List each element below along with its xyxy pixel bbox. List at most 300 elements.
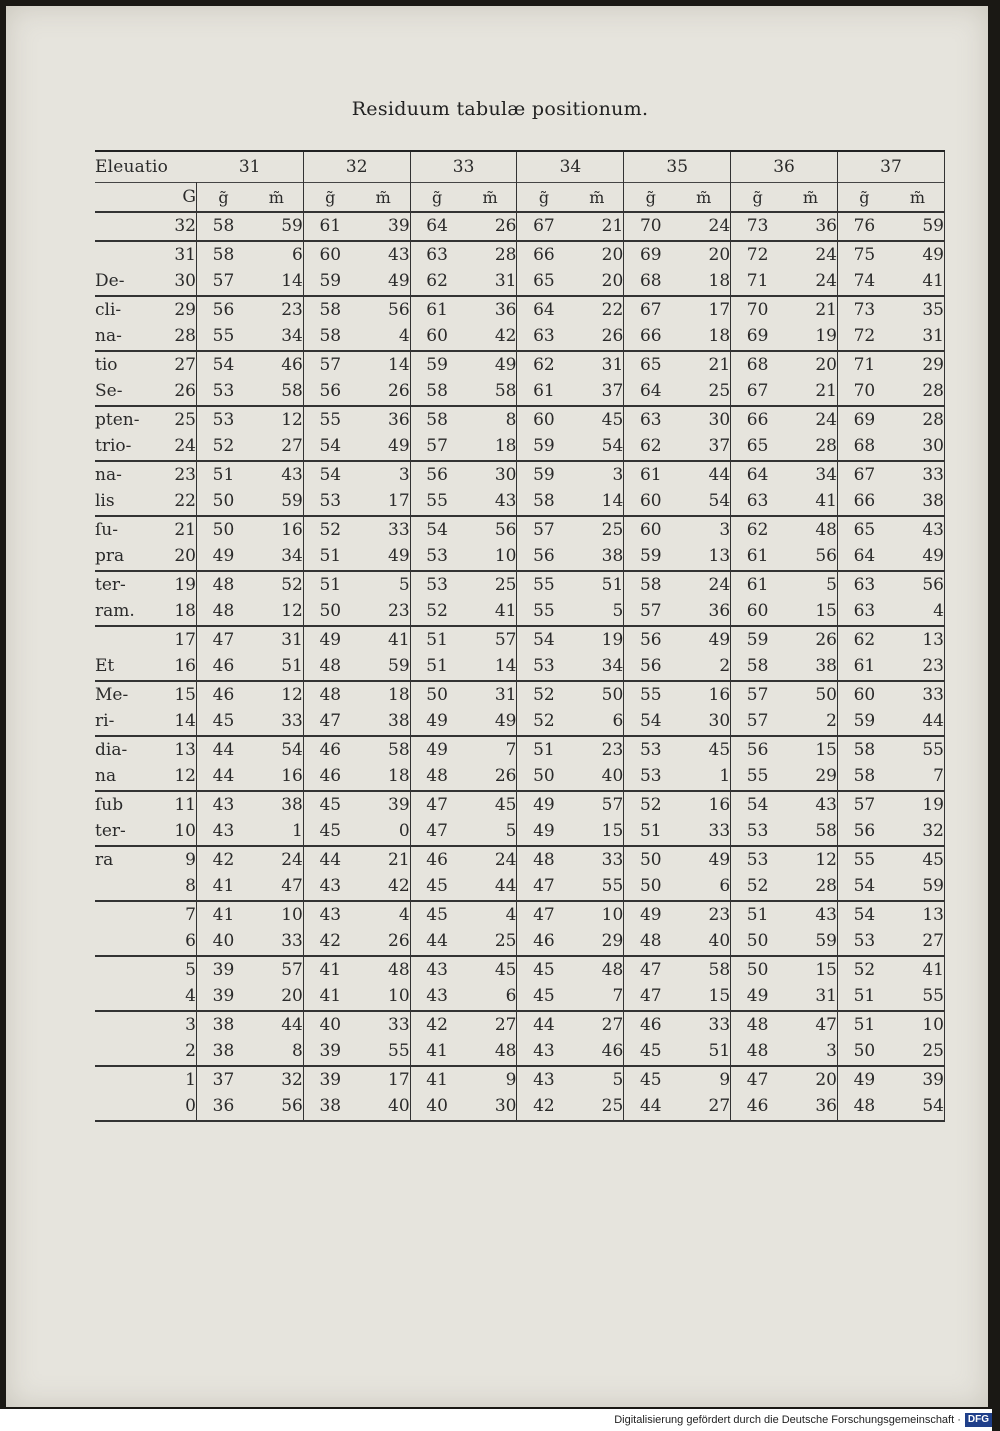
degree-value: 43 — [517, 1066, 570, 1094]
table-row — [95, 1011, 945, 1039]
minute-value: 56 — [891, 571, 945, 599]
degree-value: 47 — [731, 1066, 784, 1094]
minute-value: 49 — [891, 241, 945, 269]
degree-value: 54 — [639, 711, 662, 732]
degree-value: 56 — [731, 736, 784, 764]
row-label: tio — [95, 351, 156, 379]
degree-value: 52 — [533, 711, 555, 732]
row-label — [95, 1011, 156, 1039]
table-row — [95, 212, 945, 241]
degree-value: 54 — [517, 626, 570, 654]
degree-value: 53 — [624, 736, 677, 764]
minute-value: 34 — [784, 461, 837, 489]
row-label: ter- — [95, 571, 156, 599]
degree-value: 43 — [319, 876, 342, 897]
table-row — [95, 1038, 945, 1066]
degree-label: g̃ — [197, 183, 250, 213]
degree-value: 56 — [639, 656, 662, 677]
minute-value: 7 — [570, 983, 623, 1011]
minute-value: 25 — [464, 928, 517, 956]
minute-value: 56 — [464, 516, 517, 544]
row-label: De- — [95, 271, 125, 292]
degree-value: 76 — [837, 212, 890, 241]
degree-value: 51 — [410, 626, 463, 654]
degree-value: 39 — [319, 1041, 342, 1062]
degree-value: 52 — [837, 956, 890, 984]
minute-value: 4 — [357, 901, 410, 929]
minute-value: 2 — [784, 708, 837, 736]
minute-value: 30 — [677, 406, 730, 434]
minute-label: m̃ — [891, 183, 945, 213]
minute-value: 49 — [677, 846, 730, 874]
degree-value: 52 — [426, 601, 448, 622]
minute-value: 40 — [677, 928, 730, 956]
degree-value: 48 — [731, 1011, 784, 1039]
minute-value: 49 — [357, 433, 410, 461]
minute-value: 55 — [891, 736, 945, 764]
degree-value: 45 — [426, 876, 448, 897]
degree-value: 53 — [853, 931, 876, 952]
degree-value: 54 — [853, 876, 876, 897]
minute-value: 36 — [677, 598, 730, 626]
elevation-column-header: 35 — [624, 151, 731, 183]
minute-value: 33 — [570, 846, 623, 874]
table-row — [95, 983, 945, 1011]
minute-value: 16 — [677, 791, 730, 819]
minute-value: 32 — [250, 1066, 303, 1094]
minute-value: 40 — [570, 763, 623, 791]
degree-value: 42 — [197, 846, 250, 874]
degree-value: 48 — [746, 1041, 769, 1062]
degree-value: 63 — [837, 571, 890, 599]
minute-value: 33 — [891, 681, 945, 709]
g-value: 1 — [156, 1066, 197, 1094]
table-row — [95, 846, 945, 874]
minute-value: 27 — [464, 1011, 517, 1039]
degree-value: 51 — [303, 571, 356, 599]
degree-value: 49 — [517, 791, 570, 819]
minute-value: 26 — [464, 763, 517, 791]
minute-value: 18 — [357, 681, 410, 709]
table-row — [95, 516, 945, 544]
row-label: pten- — [95, 406, 156, 434]
degree-value: 52 — [746, 876, 769, 897]
minute-value: 59 — [784, 928, 837, 956]
minute-value: 21 — [784, 378, 837, 406]
minute-value: 7 — [464, 736, 517, 764]
minute-value: 19 — [784, 323, 837, 351]
table-row — [95, 873, 945, 901]
minute-value: 49 — [677, 626, 730, 654]
degree-value: 40 — [303, 1011, 356, 1039]
degree-value: 70 — [731, 296, 784, 324]
degree-value: 57 — [639, 601, 662, 622]
minute-value: 30 — [891, 433, 945, 461]
table-row — [95, 598, 945, 626]
minute-value: 26 — [357, 378, 410, 406]
degree-value: 54 — [731, 791, 784, 819]
minute-value: 30 — [464, 461, 517, 489]
minute-value: 24 — [677, 212, 730, 241]
degree-value: 43 — [426, 986, 448, 1007]
degree-value: 49 — [212, 546, 235, 567]
degree-value: 55 — [624, 681, 677, 709]
minute-value: 50 — [570, 681, 623, 709]
minute-value: 31 — [250, 626, 303, 654]
degree-value: 63 — [624, 406, 677, 434]
minute-value: 55 — [357, 1038, 410, 1066]
g-value: 7 — [156, 901, 197, 929]
degree-value: 51 — [319, 546, 342, 567]
minute-value: 34 — [570, 653, 623, 681]
g-value: 16 — [156, 653, 197, 681]
minute-value: 54 — [891, 1093, 945, 1121]
minute-value: 29 — [784, 763, 837, 791]
degree-value: 50 — [746, 931, 769, 952]
minute-value: 54 — [570, 433, 623, 461]
degree-value: 50 — [853, 1041, 876, 1062]
minute-value: 12 — [784, 846, 837, 874]
minute-value: 58 — [357, 736, 410, 764]
minute-value: 0 — [357, 818, 410, 846]
degree-value: 48 — [426, 766, 448, 787]
minute-value: 3 — [357, 461, 410, 489]
degree-value: 65 — [837, 516, 890, 544]
minute-value: 38 — [357, 708, 410, 736]
g-value: 17 — [156, 626, 197, 654]
minute-value: 7 — [891, 763, 945, 791]
degree-value: 40 — [410, 1093, 463, 1121]
g-value: 18 — [156, 598, 197, 626]
g-value: 26 — [156, 378, 197, 406]
minute-value: 13 — [891, 901, 945, 929]
minute-value: 49 — [357, 543, 410, 571]
degree-value: 59 — [533, 436, 555, 457]
minute-value: 43 — [784, 901, 837, 929]
minute-value: 5 — [784, 571, 837, 599]
degree-value: 60 — [639, 491, 662, 512]
degree-value: 66 — [639, 326, 662, 347]
minute-value: 20 — [784, 1066, 837, 1094]
minute-value: 10 — [891, 1011, 945, 1039]
row-label: ſu- — [95, 516, 156, 544]
degree-value: 56 — [410, 461, 463, 489]
minute-value: 14 — [464, 653, 517, 681]
table-row — [95, 406, 945, 434]
degree-value: 72 — [731, 241, 784, 269]
minute-value: 25 — [570, 1093, 623, 1121]
minute-value: 28 — [784, 873, 837, 901]
minute-value: 27 — [891, 928, 945, 956]
minute-value: 24 — [784, 406, 837, 434]
degree-value: 50 — [624, 846, 677, 874]
g-value: 29 — [156, 296, 197, 324]
minute-value: 23 — [570, 736, 623, 764]
minute-value: 51 — [570, 571, 623, 599]
minute-value: 12 — [250, 406, 303, 434]
footer-text: Digitalisierung gefördert durch die Deutsche Forschungsgemeinschaft · — [614, 1414, 961, 1427]
elevation-header-row — [95, 151, 945, 183]
degree-value: 41 — [303, 956, 356, 984]
minute-value: 42 — [357, 873, 410, 901]
degree-value: 41 — [410, 1066, 463, 1094]
minute-value: 14 — [250, 268, 303, 296]
minute-value: 33 — [357, 1011, 410, 1039]
unit-header-row — [95, 183, 945, 213]
degree-value: 61 — [410, 296, 463, 324]
degree-value: 53 — [197, 406, 250, 434]
degree-value: 55 — [517, 571, 570, 599]
table-row — [95, 681, 945, 709]
degree-value: 41 — [197, 901, 250, 929]
row-label — [95, 626, 156, 654]
minute-value: 43 — [250, 461, 303, 489]
degree-value: 38 — [303, 1093, 356, 1121]
degree-value: 51 — [837, 1011, 890, 1039]
degree-value: 43 — [197, 791, 250, 819]
minute-value: 26 — [357, 928, 410, 956]
table-row — [95, 378, 945, 406]
degree-value: 52 — [212, 436, 235, 457]
degree-value: 61 — [533, 381, 555, 402]
g-value: 5 — [156, 956, 197, 984]
degree-value: 58 — [319, 326, 342, 347]
minute-value: 47 — [250, 873, 303, 901]
minute-value: 15 — [784, 736, 837, 764]
minute-value: 49 — [357, 268, 410, 296]
degree-value: 66 — [853, 491, 876, 512]
minute-value: 48 — [570, 956, 623, 984]
minute-value: 39 — [357, 212, 410, 241]
g-value: 10 — [156, 818, 197, 846]
degree-value: 53 — [731, 846, 784, 874]
degree-value: 53 — [319, 491, 342, 512]
degree-value: 42 — [410, 1011, 463, 1039]
minute-value: 10 — [250, 901, 303, 929]
table-row — [95, 268, 945, 296]
minute-value: 23 — [891, 653, 945, 681]
minute-value: 23 — [250, 296, 303, 324]
degree-value: 60 — [624, 516, 677, 544]
minute-value: 12 — [250, 598, 303, 626]
degree-value: 54 — [197, 351, 250, 379]
degree-value: 44 — [517, 1011, 570, 1039]
degree-value: 65 — [624, 351, 677, 379]
elevation-column-header: 36 — [731, 151, 838, 183]
minute-value: 38 — [784, 653, 837, 681]
row-label: Me- — [95, 681, 156, 709]
row-label: ri- — [95, 711, 115, 732]
degree-value: 58 — [746, 656, 769, 677]
table-row — [95, 296, 945, 324]
g-value: 32 — [156, 212, 197, 241]
row-label — [95, 183, 156, 213]
minute-value: 37 — [570, 378, 623, 406]
degree-value: 50 — [410, 681, 463, 709]
minute-value: 44 — [250, 1011, 303, 1039]
degree-value: 47 — [624, 956, 677, 984]
minute-value: 41 — [357, 626, 410, 654]
table-row — [95, 351, 945, 379]
degree-label: g̃ — [837, 183, 890, 213]
degree-value: 46 — [303, 736, 356, 764]
degree-value: 44 — [303, 846, 356, 874]
minute-value: 18 — [677, 268, 730, 296]
minute-value: 34 — [250, 323, 303, 351]
minute-value: 10 — [464, 543, 517, 571]
degree-value: 63 — [746, 491, 769, 512]
degree-value: 46 — [212, 656, 235, 677]
degree-value: 39 — [212, 986, 235, 1007]
degree-value: 45 — [624, 1066, 677, 1094]
minute-value: 25 — [677, 378, 730, 406]
degree-value: 59 — [410, 351, 463, 379]
minute-value: 45 — [464, 791, 517, 819]
degree-value: 62 — [837, 626, 890, 654]
g-value: 8 — [156, 873, 197, 901]
minute-value: 51 — [250, 653, 303, 681]
degree-value: 49 — [426, 711, 448, 732]
minute-value: 28 — [464, 241, 517, 269]
minute-value: 3 — [677, 516, 730, 544]
minute-value: 33 — [250, 928, 303, 956]
degree-value: 55 — [426, 491, 448, 512]
minute-value: 33 — [357, 516, 410, 544]
minute-value: 54 — [250, 736, 303, 764]
degree-value: 65 — [746, 436, 769, 457]
degree-value: 54 — [303, 461, 356, 489]
minute-value: 28 — [784, 433, 837, 461]
minute-value: 59 — [250, 212, 303, 241]
minute-value: 54 — [677, 488, 730, 516]
degree-value: 43 — [212, 821, 235, 842]
g-value: 3 — [156, 1011, 197, 1039]
minute-value: 20 — [570, 268, 623, 296]
degree-value: 58 — [533, 491, 555, 512]
minute-value: 20 — [784, 351, 837, 379]
minute-value: 49 — [891, 543, 945, 571]
minute-value: 49 — [464, 351, 517, 379]
minute-value: 39 — [891, 1066, 945, 1094]
minute-value: 17 — [357, 1066, 410, 1094]
degree-value: 55 — [533, 601, 555, 622]
degree-value: 67 — [837, 461, 890, 489]
minute-value: 45 — [677, 736, 730, 764]
minute-value: 39 — [357, 791, 410, 819]
table-row — [95, 763, 945, 791]
degree-value: 53 — [639, 766, 662, 787]
degree-value: 64 — [410, 212, 463, 241]
degree-value: 38 — [197, 1011, 250, 1039]
degree-value: 48 — [197, 571, 250, 599]
minute-value: 36 — [357, 406, 410, 434]
g-value: 6 — [156, 928, 197, 956]
degree-value: 58 — [426, 381, 448, 402]
degree-value: 44 — [624, 1093, 677, 1121]
degree-value: 39 — [197, 956, 250, 984]
degree-value: 51 — [639, 821, 662, 842]
minute-value: 25 — [464, 571, 517, 599]
minute-value: 15 — [784, 598, 837, 626]
degree-value: 39 — [303, 1066, 356, 1094]
degree-value: 46 — [197, 681, 250, 709]
minute-value: 57 — [570, 791, 623, 819]
degree-value: 42 — [517, 1093, 570, 1121]
degree-value: 59 — [731, 626, 784, 654]
minute-value: 20 — [570, 241, 623, 269]
minute-value: 23 — [677, 901, 730, 929]
minute-value: 33 — [891, 461, 945, 489]
g-value: 9 — [156, 846, 197, 874]
minute-value: 31 — [464, 268, 517, 296]
degree-value: 36 — [197, 1093, 250, 1121]
degree-value: 48 — [319, 656, 342, 677]
minute-value: 42 — [464, 323, 517, 351]
minute-value: 43 — [357, 241, 410, 269]
minute-value: 31 — [464, 681, 517, 709]
g-value: 31 — [156, 241, 197, 269]
degree-value: 65 — [533, 271, 555, 292]
row-label: trio- — [95, 436, 132, 457]
minute-label: m̃ — [677, 183, 730, 213]
g-value: 15 — [156, 681, 197, 709]
degree-value: 49 — [624, 901, 677, 929]
degree-value: 37 — [197, 1066, 250, 1094]
minute-value: 19 — [570, 626, 623, 654]
degree-value: 38 — [212, 1041, 235, 1062]
degree-value: 49 — [410, 736, 463, 764]
minute-label: m̃ — [464, 183, 517, 213]
minute-value: 9 — [677, 1066, 730, 1094]
minute-value: 50 — [784, 681, 837, 709]
degree-value: 49 — [837, 1066, 890, 1094]
g-value: 11 — [156, 791, 197, 819]
minute-value: 25 — [570, 516, 623, 544]
minute-value: 4 — [464, 901, 517, 929]
degree-value: 47 — [426, 821, 448, 842]
minute-value: 57 — [464, 626, 517, 654]
minute-value: 58 — [464, 378, 517, 406]
minute-value: 3 — [570, 461, 623, 489]
degree-value: 55 — [837, 846, 890, 874]
degree-value: 68 — [731, 351, 784, 379]
row-label — [95, 241, 156, 269]
minute-value: 10 — [357, 983, 410, 1011]
minute-value: 59 — [891, 212, 945, 241]
degree-value: 75 — [837, 241, 890, 269]
minute-value: 33 — [677, 818, 730, 846]
degree-value: 43 — [410, 956, 463, 984]
minute-value: 56 — [250, 1093, 303, 1121]
minute-value: 35 — [891, 296, 945, 324]
minute-value: 10 — [570, 901, 623, 929]
degree-value: 58 — [853, 766, 876, 787]
row-label: ram. — [95, 601, 135, 622]
minute-value: 30 — [464, 1093, 517, 1121]
minute-value: 5 — [570, 1066, 623, 1094]
degree-value: 58 — [303, 296, 356, 324]
table-row — [95, 901, 945, 929]
table-row — [95, 708, 945, 736]
row-label: pra — [95, 546, 125, 567]
minute-value: 27 — [250, 433, 303, 461]
row-label — [95, 901, 156, 929]
degree-label: g̃ — [517, 183, 570, 213]
minute-value: 58 — [250, 378, 303, 406]
degree-value: 60 — [746, 601, 769, 622]
elevation-column-header: 31 — [197, 151, 304, 183]
minute-value: 29 — [891, 351, 945, 379]
